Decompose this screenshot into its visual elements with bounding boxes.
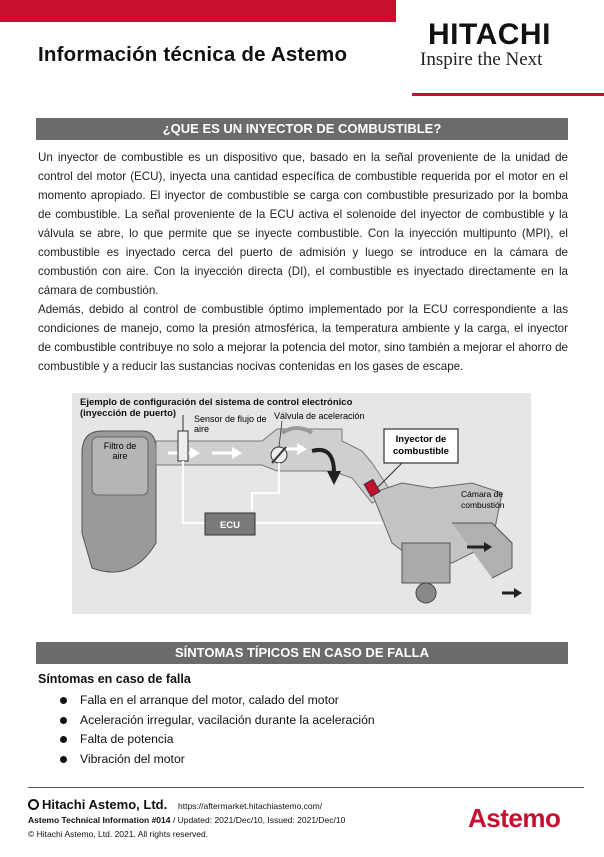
diagram-illustration xyxy=(72,393,531,614)
diagram-title-line2: (inyección de puerto) xyxy=(80,408,177,419)
footer-company: Hitachi Astemo, Ltd. xyxy=(42,797,168,812)
air-filter-label-2: aire xyxy=(112,451,128,461)
paragraph-1: Un inyector de combustible es un dispositivo que, basado en la señal proveniente de la unidad de control del motor (ECU), inyecta una cantidad específica de combustible requerida por el motor en el momento apropiado. El inyector de combustible se carga con combustible presurizado por la bomba de combustible. La señal proveniente de la ECU activa el solenoide del inyector de combustible y la válvula se abre, lo que permite que se inyecte combustible. Con la inyección multipunto (MPI), el combustible es inyectado cerca del puerto de admisión y luego se introduce en la cámara de combustión con aire. Con la inyección directa (DI), el combustible es inyectado directamente en la cámara de combustión. xyxy=(38,151,568,297)
air-flow-sensor xyxy=(178,415,188,461)
hitachi-tagline xyxy=(420,49,542,71)
page-title: Información técnica de Astemo xyxy=(38,43,348,66)
ecu-label: ECU xyxy=(219,520,241,531)
air-sensor-label-2: aire xyxy=(194,424,210,434)
symptoms-list xyxy=(60,691,375,769)
astemo-logo: Astemo xyxy=(468,803,561,833)
bullet-icon xyxy=(60,717,67,724)
chamber-label-2: combustión xyxy=(461,500,505,510)
air-filter-label-1: Filtro de xyxy=(103,441,137,451)
symptoms-subheading: Síntomas en caso de falla xyxy=(38,672,191,686)
bullet-icon xyxy=(60,697,67,704)
symptom-text: Falla en el arranque del motor, calado del motor xyxy=(80,693,339,707)
chamber-label-1: Cámara de xyxy=(461,489,504,499)
throttle-valve xyxy=(271,447,287,463)
list-item xyxy=(60,730,375,750)
footer-copyright: © Hitachi Astemo, Ltd. 2021. All rights reserved. xyxy=(28,829,209,839)
tagline-text: Inspire the Next xyxy=(420,49,543,70)
footer-doc-id: Astemo Technical Information #014 xyxy=(28,815,171,825)
paragraph-2: Además, debido al control de combustible óptimo implementado por la ECU correspondiente a las condiciones de manejo, como la presión atmosférica, la temperatura ambiente y la carga, el inyector de combustible contribuye no solo a mejorar la potencia del motor, sino también a mejorar el ahorro de combustible y a reducir las sustancias nocivas contenidas en los gases de escape. xyxy=(38,303,568,373)
injector-label-1: Inyector de xyxy=(395,434,447,445)
injector-label-2: combustible xyxy=(393,446,449,457)
section-heading-symptoms: SÍNTOMAS TÍPICOS EN CASO DE FALLA xyxy=(36,642,568,664)
footer-dates: / Updated: 2021/Dec/10, Issued: 2021/Dec/10 xyxy=(170,815,346,825)
bullet-icon xyxy=(60,736,67,743)
footer-doc-info xyxy=(28,815,345,825)
symptom-text: Falta de potencia xyxy=(80,732,174,746)
list-item xyxy=(60,750,375,770)
bullet-icon xyxy=(60,756,67,763)
footer-company-logo xyxy=(28,797,167,812)
diagram-title-line1: Ejemplo de configuración del sistema de control electrónico xyxy=(80,397,353,408)
footer-url[interactable]: https://aftermarket.hitachiastemo.com/ xyxy=(178,801,323,811)
symptom-text: Vibración del motor xyxy=(80,751,185,766)
section-heading-injector: ¿QUE ES UN INYECTOR DE COMBUSTIBLE? xyxy=(36,118,568,140)
list-item xyxy=(60,711,375,731)
footer-divider xyxy=(28,787,584,788)
header-red-line xyxy=(412,93,604,96)
intro-text xyxy=(38,148,568,376)
symptom-text: Aceleración irregular, vacilación durante la aceleración xyxy=(80,712,375,727)
hitachi-logo: HITACHI xyxy=(428,18,551,51)
air-sensor-label-1: Sensor de flujo de xyxy=(194,414,267,424)
throttle-label: Válvula de aceleración xyxy=(274,411,365,421)
hitachi-emblem-icon xyxy=(28,799,39,810)
top-red-bar xyxy=(0,0,396,22)
list-item xyxy=(60,691,375,711)
intake-duct xyxy=(156,428,392,503)
